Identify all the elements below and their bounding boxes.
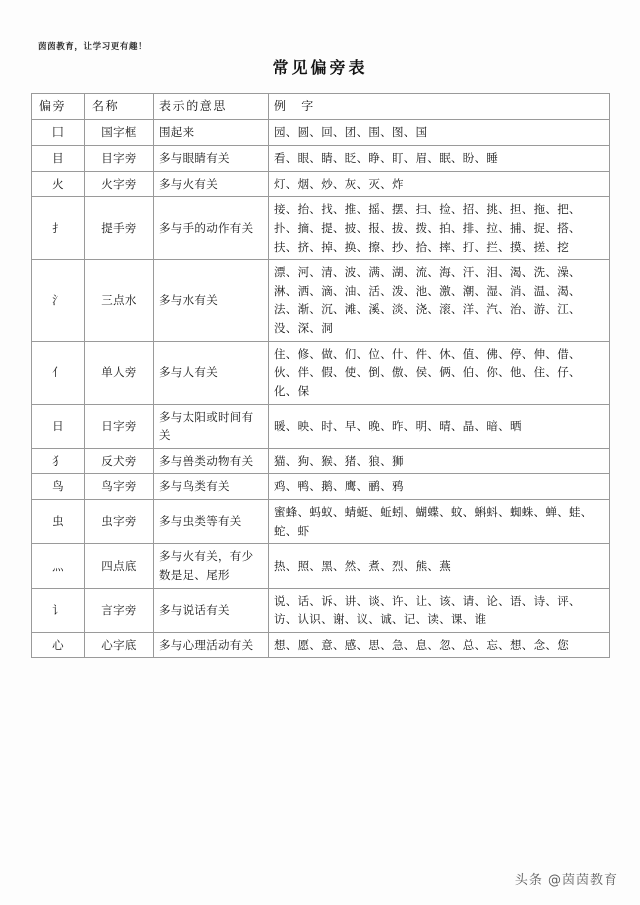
cell-examples: 猫、狗、猴、猪、狼、狮 bbox=[269, 448, 610, 474]
table-row bbox=[32, 120, 610, 146]
cell-meaning: 多与火有关 bbox=[154, 171, 269, 197]
header-examples: 例 字 bbox=[269, 94, 610, 120]
cell-meaning: 多与眼睛有关 bbox=[154, 146, 269, 172]
cell-name: 目字旁 bbox=[85, 146, 154, 172]
cell-radical: 扌 bbox=[32, 197, 85, 260]
cell-name: 三点水 bbox=[85, 260, 154, 342]
cell-radical: 讠 bbox=[32, 588, 85, 632]
cell-examples: 园、圆、回、团、围、图、国 bbox=[269, 120, 610, 146]
table-row bbox=[32, 341, 610, 404]
cell-examples: 灯、烟、炒、灰、灭、炸 bbox=[269, 171, 610, 197]
radical-table-body bbox=[32, 94, 610, 658]
cell-radical: 日 bbox=[32, 404, 85, 448]
cell-radical: 犭 bbox=[32, 448, 85, 474]
cell-name: 四点底 bbox=[85, 544, 154, 588]
table-row bbox=[32, 474, 610, 500]
cell-name: 火字旁 bbox=[85, 171, 154, 197]
table-row bbox=[32, 197, 610, 260]
cell-radical: 鸟 bbox=[32, 474, 85, 500]
cell-radical: 虫 bbox=[32, 500, 85, 544]
cell-radical: 目 bbox=[32, 146, 85, 172]
cell-meaning: 多与兽类动物有关 bbox=[154, 448, 269, 474]
cell-name: 鸟字旁 bbox=[85, 474, 154, 500]
cell-examples: 热、照、黑、然、煮、烈、熊、燕 bbox=[269, 544, 610, 588]
cell-name: 日字旁 bbox=[85, 404, 154, 448]
cell-meaning: 多与火有关，有少数是足、尾形 bbox=[154, 544, 269, 588]
cell-name: 提手旁 bbox=[85, 197, 154, 260]
radical-table-container bbox=[31, 93, 609, 658]
cell-examples: 看、眼、睛、眨、睁、盯、眉、眠、盼、睡 bbox=[269, 146, 610, 172]
cell-meaning: 多与太阳或时间有关 bbox=[154, 404, 269, 448]
table-row bbox=[32, 404, 610, 448]
cell-name: 心字底 bbox=[85, 632, 154, 658]
cell-name: 虫字旁 bbox=[85, 500, 154, 544]
cell-examples: 想、愿、意、感、思、急、息、忽、总、忘、想、念、您 bbox=[269, 632, 610, 658]
cell-meaning: 多与心理活动有关 bbox=[154, 632, 269, 658]
cell-radical: 囗 bbox=[32, 120, 85, 146]
cell-meaning: 围起来 bbox=[154, 120, 269, 146]
radical-table bbox=[31, 93, 610, 658]
cell-meaning: 多与说话有关 bbox=[154, 588, 269, 632]
cell-meaning: 多与水有关 bbox=[154, 260, 269, 342]
cell-radical: 灬 bbox=[32, 544, 85, 588]
cell-radical: 亻 bbox=[32, 341, 85, 404]
cell-radical: 火 bbox=[32, 171, 85, 197]
header-radical: 偏旁 bbox=[32, 94, 85, 120]
cell-radical: 氵 bbox=[32, 260, 85, 342]
cell-meaning: 多与虫类等有关 bbox=[154, 500, 269, 544]
table-header-row bbox=[32, 94, 610, 120]
page-title: 常见偏旁表 bbox=[272, 58, 368, 77]
cell-radical: 心 bbox=[32, 632, 85, 658]
cell-meaning: 多与人有关 bbox=[154, 341, 269, 404]
table-row bbox=[32, 448, 610, 474]
cell-meaning: 多与鸟类有关 bbox=[154, 474, 269, 500]
table-row bbox=[32, 588, 610, 632]
watermark: 头条 @茵茵教育 bbox=[514, 873, 618, 888]
cell-name: 言字旁 bbox=[85, 588, 154, 632]
publisher-tagline: 茵茵教育，让学习更有趣！ bbox=[38, 42, 148, 52]
header-name: 名称 bbox=[85, 94, 154, 120]
table-row bbox=[32, 632, 610, 658]
cell-examples: 住、修、做、们、位、什、件、休、值、佛、停、伸、借、伙、伴、假、使、倒、傲、侯、俩、伯、你、他、住、仔、化、保 bbox=[269, 341, 610, 404]
cell-name: 反犬旁 bbox=[85, 448, 154, 474]
header-meaning: 表示的意思 bbox=[154, 94, 269, 120]
cell-examples: 暖、映、时、早、晚、昨、明、晴、晶、暗、晒 bbox=[269, 404, 610, 448]
cell-examples: 接、抬、找、推、摇、摆、扫、捡、招、挑、担、拖、把、扑、摘、提、披、报、拔、拨、拍、排、拉、捕、捉、搭、扶、挤、掉、换、擦、抄、拾、摔、打、拦、摸、搓、挖 bbox=[269, 197, 610, 260]
cell-examples: 漂、河、清、波、满、湖、流、海、汗、泪、渴、洗、澡、淋、洒、滴、油、活、泼、池、激、潮、湿、消、温、渴、法、渐、沉、滩、溪、淡、浇、滚、洋、汽、治、游、江、没、深、洞 bbox=[269, 260, 610, 342]
cell-examples: 说、话、诉、讲、谈、许、让、该、请、论、语、诗、评、访、认识、谢、议、诚、记、读、课、谁 bbox=[269, 588, 610, 632]
table-row bbox=[32, 544, 610, 588]
cell-examples: 鸡、鸭、鹅、鹰、鹂、鸦 bbox=[269, 474, 610, 500]
table-row bbox=[32, 171, 610, 197]
cell-meaning: 多与手的动作有关 bbox=[154, 197, 269, 260]
table-row bbox=[32, 500, 610, 544]
table-row bbox=[32, 260, 610, 342]
cell-name: 国字框 bbox=[85, 120, 154, 146]
cell-examples: 蜜蜂、蚂蚁、蜻蜓、蚯蚓、蝴蝶、蚊、蝌蚪、蜘蛛、蝉、蛙、蛇、虾 bbox=[269, 500, 610, 544]
table-row bbox=[32, 146, 610, 172]
cell-name: 单人旁 bbox=[85, 341, 154, 404]
